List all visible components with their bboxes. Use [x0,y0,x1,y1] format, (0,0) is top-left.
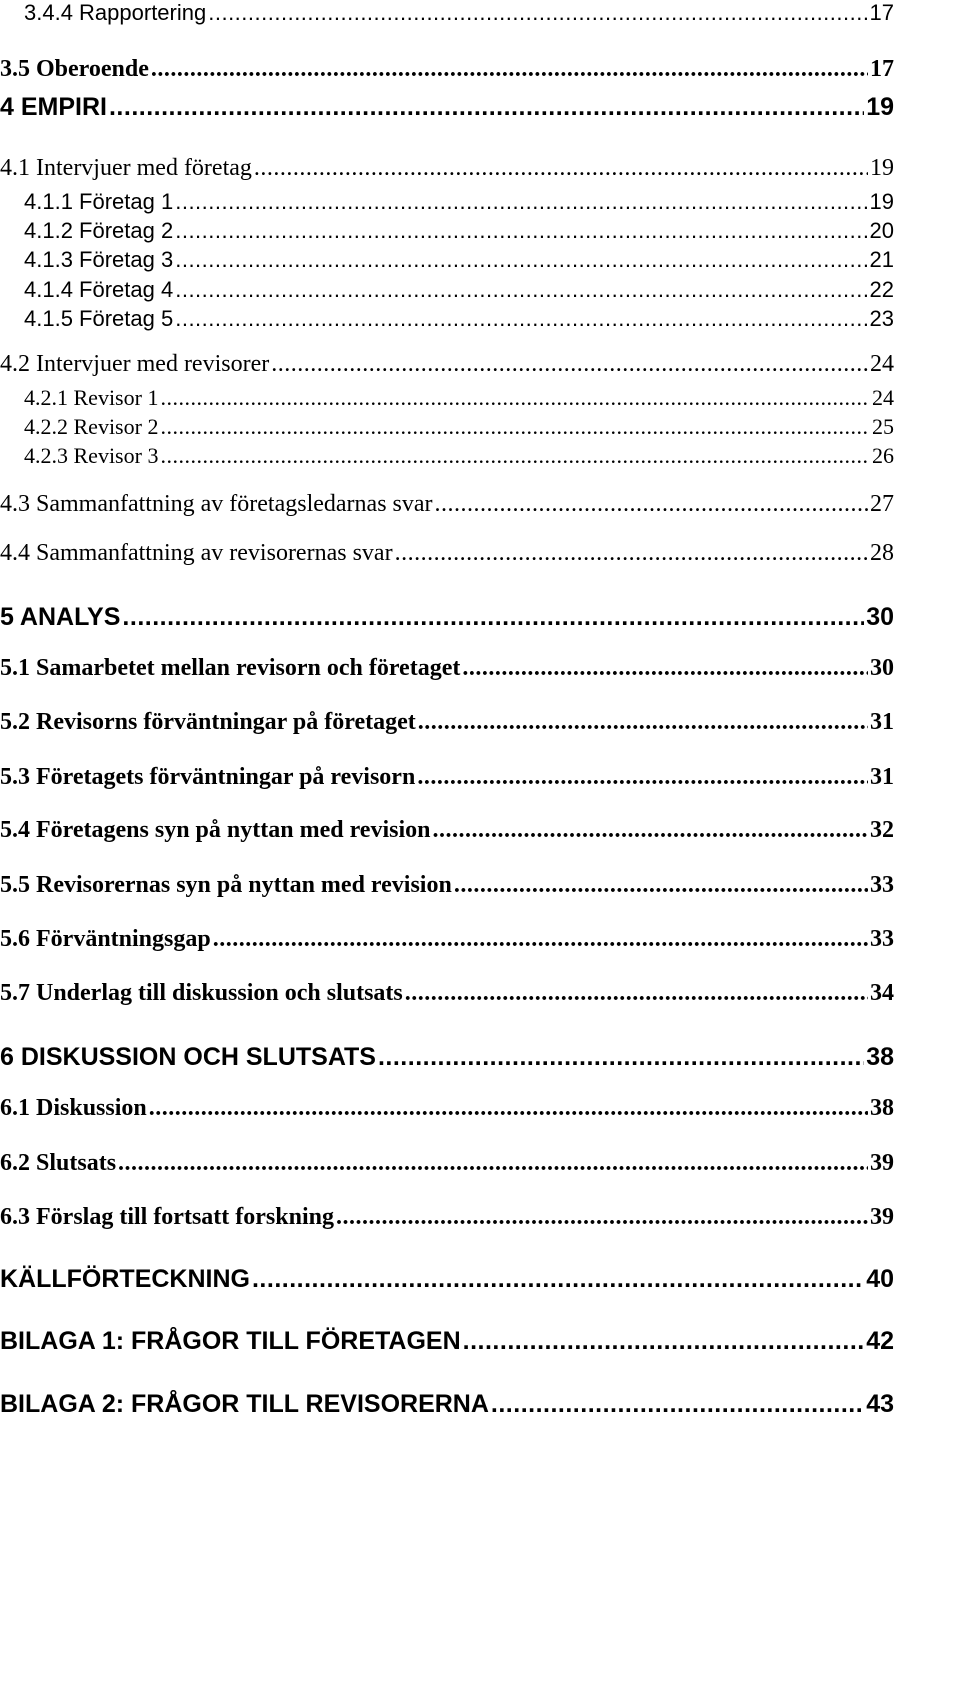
leader-dots [254,155,868,182]
toc-page-number: 33 [870,926,894,952]
toc-entry-4-2[interactable] [0,351,894,383]
toc-entry-6-2[interactable] [0,1150,894,1182]
leader-dots [213,926,868,953]
toc-entry-4-1-5[interactable] [24,306,894,334]
toc-page-number: 39 [870,1204,894,1230]
toc-label: 4.2.3 Revisor 3 [24,443,159,468]
leader-dots [122,603,864,632]
toc-label: 4 EMPIRI [0,93,107,121]
leader-dots [454,872,868,899]
toc-page-number: 17 [869,0,894,25]
toc-page-number: 19 [869,189,894,214]
toc-entry-6[interactable] [0,1043,894,1077]
toc-label: 4.1.1 Företag 1 [24,189,174,214]
toc-page-number: 31 [870,709,894,735]
toc-entry-3-4-4[interactable] [24,0,894,30]
toc-label: 5.6 Förväntningsgap [0,926,211,952]
toc-label: 5.1 Samarbetet mellan revisorn och företaget [0,655,461,681]
toc-label: 4.1.4 Företag 4 [24,277,174,302]
toc-label: BILAGA 1: FRÅGOR TILL FÖRETAGEN [0,1327,461,1355]
toc-label: 4.1.3 Företag 3 [24,247,174,272]
leader-dots [160,385,870,411]
toc-page-number: 30 [870,655,894,681]
toc-entry-4-1-3[interactable] [24,247,894,275]
toc-entry-5-1[interactable] [0,655,894,687]
toc-label: 4.1.2 Företag 2 [24,218,174,243]
toc-label: 4.2 Intervjuer med revisorer [0,351,270,377]
toc-page-number: 19 [866,93,894,121]
leader-dots [395,540,868,567]
toc-entry-4-2-3[interactable] [24,443,894,471]
toc-page-number: 17 [870,56,894,82]
leader-dots [175,189,867,215]
toc-entry-5-7[interactable] [0,980,894,1012]
toc-page-number: 38 [866,1043,894,1071]
leader-dots [175,247,867,273]
toc-page-number: 40 [866,1265,894,1293]
leader-dots [109,93,864,122]
toc-page-number: 38 [870,1095,894,1121]
leader-dots [462,655,868,682]
leader-dots [432,817,868,844]
leader-dots [491,1390,864,1419]
toc-entry-4-2-1[interactable] [24,385,894,413]
leader-dots [271,351,868,378]
leader-dots [175,218,867,244]
leader-dots [405,980,868,1007]
toc-page-number: 30 [866,603,894,631]
toc-entry-4-1[interactable] [0,155,894,187]
toc-page-number: 27 [870,491,894,517]
toc-entry-6-3[interactable] [0,1204,894,1236]
toc-page-number: 32 [870,817,894,843]
toc-label: 3.4.4 Rapportering [24,0,207,25]
toc-entry-bilaga-2[interactable] [0,1390,894,1424]
toc-entry-4-1-4[interactable] [24,277,894,305]
toc-label: 4.3 Sammanfattning av företagsledarnas svar [0,491,433,517]
toc-label: 5.2 Revisorns förväntningar på företaget [0,709,416,735]
toc-label: 4.4 Sammanfattning av revisorernas svar [0,540,393,566]
toc-page-number: 24 [870,351,894,377]
toc-entry-5-4[interactable] [0,817,894,849]
toc-label: 5.4 Företagens syn på nyttan med revision [0,817,431,843]
toc-entry-3-5[interactable] [0,56,894,88]
toc-entry-6-1[interactable] [0,1095,894,1127]
leader-dots [336,1204,868,1231]
leader-dots [118,1150,868,1177]
toc-entry-5-6[interactable] [0,926,894,958]
leader-dots [418,709,868,736]
toc-entry-5-3[interactable] [0,764,894,796]
toc-label: 6.3 Förslag till fortsatt forskning [0,1204,334,1230]
toc-page-number: 20 [869,218,894,243]
toc-label: 5.5 Revisorernas syn på nyttan med revision [0,872,452,898]
leader-dots [435,491,868,518]
toc-entry-5-5[interactable] [0,872,894,904]
toc-entry-4-2-2[interactable] [24,414,894,442]
leader-dots [417,764,868,791]
toc-entry-4-3[interactable] [0,491,894,523]
toc-label: 4.2.2 Revisor 2 [24,414,159,439]
toc-entry-4[interactable] [0,93,894,127]
toc-entry-5[interactable] [0,603,894,637]
toc-label: 4.1.5 Företag 5 [24,306,174,331]
toc-page-number: 25 [872,414,894,439]
toc-page-number: 28 [870,540,894,566]
toc-label: 5.3 Företagets förväntningar på revisorn [0,764,416,790]
toc-label: 3.5 Oberoende [0,56,149,82]
toc-page-number: 33 [870,872,894,898]
leader-dots [175,277,867,303]
leader-dots [149,1095,868,1122]
toc-label: 5.7 Underlag till diskussion och slutsats [0,980,403,1006]
leader-dots [160,414,870,440]
toc-page-number: 39 [870,1150,894,1176]
toc-entry-kallforteckning[interactable] [0,1265,894,1299]
toc-page-number: 43 [866,1390,894,1418]
toc-entry-5-2[interactable] [0,709,894,741]
toc-page-number: 22 [869,277,894,302]
toc-page-number: 26 [872,443,894,468]
leader-dots [151,56,868,83]
toc-page-number: 24 [872,385,894,410]
toc-page-number: 42 [866,1327,894,1355]
leader-dots [378,1043,864,1072]
toc-label: 6.1 Diskussion [0,1095,147,1121]
toc-label: 4.1 Intervjuer med företag [0,155,252,181]
toc-label: BILAGA 2: FRÅGOR TILL REVISORERNA [0,1390,489,1418]
toc-page-number: 21 [869,247,894,272]
toc-label: 5 ANALYS [0,603,121,631]
leader-dots [463,1327,865,1356]
toc-page-number: 31 [870,764,894,790]
toc-entry-bilaga-1[interactable] [0,1327,894,1361]
leader-dots [175,306,867,332]
toc-entry-4-4[interactable] [0,540,894,572]
toc-entry-4-1-1[interactable] [24,189,894,217]
leader-dots [252,1265,864,1294]
leader-dots [208,0,867,26]
toc-label: KÄLLFÖRTECKNING [0,1265,250,1293]
toc-page-number: 23 [869,306,894,331]
toc-label: 6.2 Slutsats [0,1150,117,1176]
toc-label: 6 DISKUSSION OCH SLUTSATS [0,1043,376,1071]
toc-page-number: 34 [870,980,894,1006]
toc-page-number: 19 [870,155,894,181]
toc-label: 4.2.1 Revisor 1 [24,385,159,410]
toc-entry-4-1-2[interactable] [24,218,894,246]
leader-dots [160,443,870,469]
